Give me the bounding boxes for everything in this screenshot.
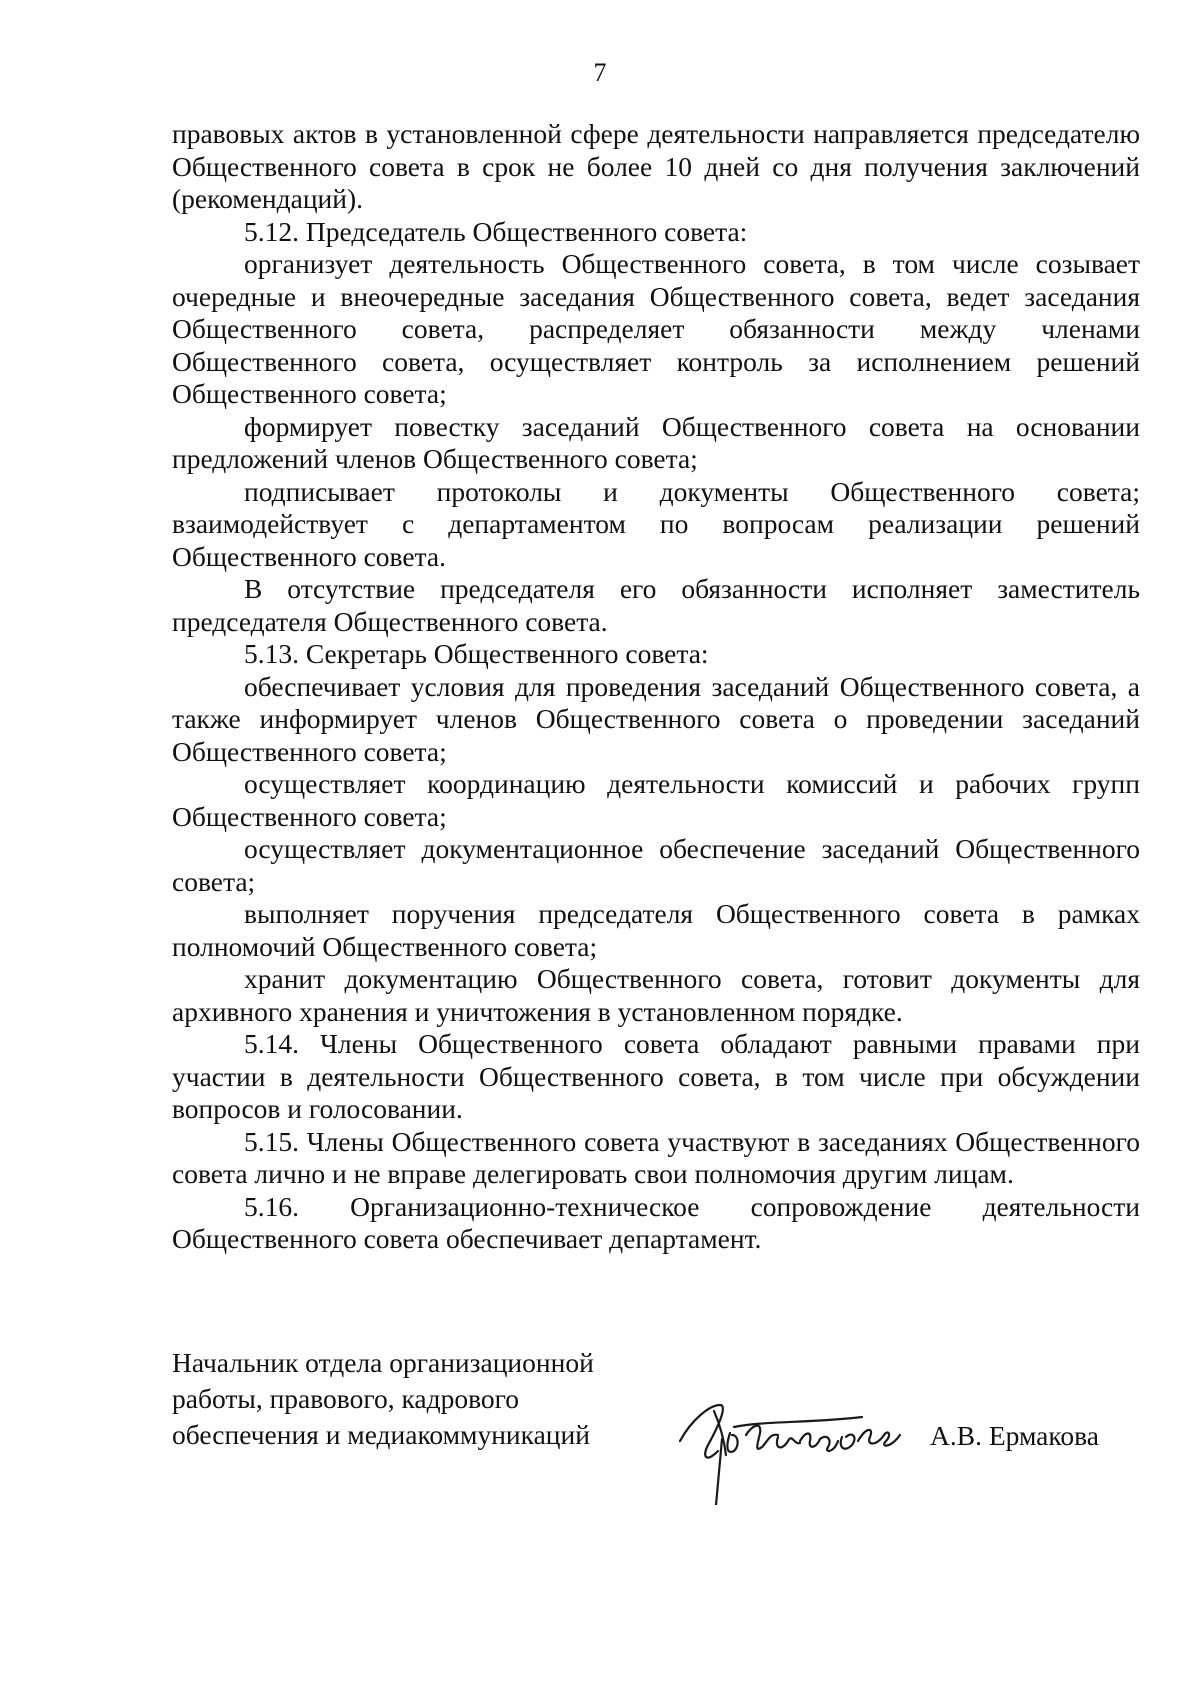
position-title-line: обеспечения и медиакоммуникаций [172, 1419, 590, 1450]
paragraph-secretary-documentation: осуществляет документационное обеспечение заседаний Общественного совета; [172, 833, 1140, 897]
paragraph-secretary-coordination: осуществляет координацию деятельности комиссий и рабочих групп Общественного совета; [172, 768, 1140, 832]
paragraph-secretary-archive: хранит документацию Общественного совета, готовит документы для архивного хранения и уничтожения в установленном порядке. [172, 963, 1140, 1027]
position-title-line: Начальник отдела организационной [172, 1347, 594, 1378]
handwritten-signature-icon [662, 1375, 922, 1505]
paragraph-5-13-heading: 5.13. Секретарь Общественного совета: [244, 638, 709, 669]
paragraph-5-15: 5.15. Члены Общественного совета участвуют в заседаниях Общественного совета лично и не вправе делегировать свои полномочия другим лицам. [172, 1125, 1140, 1189]
paragraph-5-16: 5.16. Организационно-техническое сопровождение деятельности Общественного совета обеспечивает департамент. [172, 1190, 1140, 1254]
paragraph-chair-absence: В отсутствие председателя его обязанности исполняет заместитель председателя Общественного совета. [172, 573, 1140, 637]
signer-name: А.В. Ермакова [930, 1420, 1099, 1451]
paragraph-continuation: правовых актов в установленной сфере деятельности направляется председателю Общественного совета в срок не более 10 дней со дня получения заключений (рекомендаций). [172, 118, 1140, 214]
paragraph-5-12-heading: 5.12. Председатель Общественного совета: [244, 215, 748, 247]
paragraph-secretary-orders: выполняет поручения председателя Общественного совета в рамках полномочий Общественного совета; [172, 898, 1140, 962]
page-number: 7 [593, 58, 607, 87]
paragraph-chair-signs: подписывает протоколы и документы Общественного совета; взаимодействует с департаментом по вопросам реализации решений Общественного совета. [172, 475, 1140, 572]
position-title-line: работы, правового, кадрового [172, 1383, 519, 1414]
document-body [172, 118, 1140, 1256]
paragraph-chair-organizes: организует деятельность Общественного совета, в том числе созывает очередные и внеочередные заседания Общественного совета, ведет заседания Общественного совета, распределяет обязанности между членами Общественного совета, осуществляет контроль за исполнением решений Общественного совета; [172, 248, 1140, 409]
paragraph-secretary-conditions: обеспечивает условия для проведения заседаний Общественного совета, а также информирует членов Общественного совета о проведении заседаний Общественного совета; [172, 670, 1140, 767]
signature-block [172, 1345, 1140, 1515]
position-title [172, 1345, 632, 1453]
paragraph-chair-agenda: формирует повестку заседаний Общественного совета на основании предложений членов Общественного совета; [172, 410, 1140, 474]
paragraph-5-14: 5.14. Члены Общественного совета обладают равными правами при участии в деятельности Общественного совета, в том числе при обсуждении вопросов и голосовании. [172, 1028, 1140, 1124]
